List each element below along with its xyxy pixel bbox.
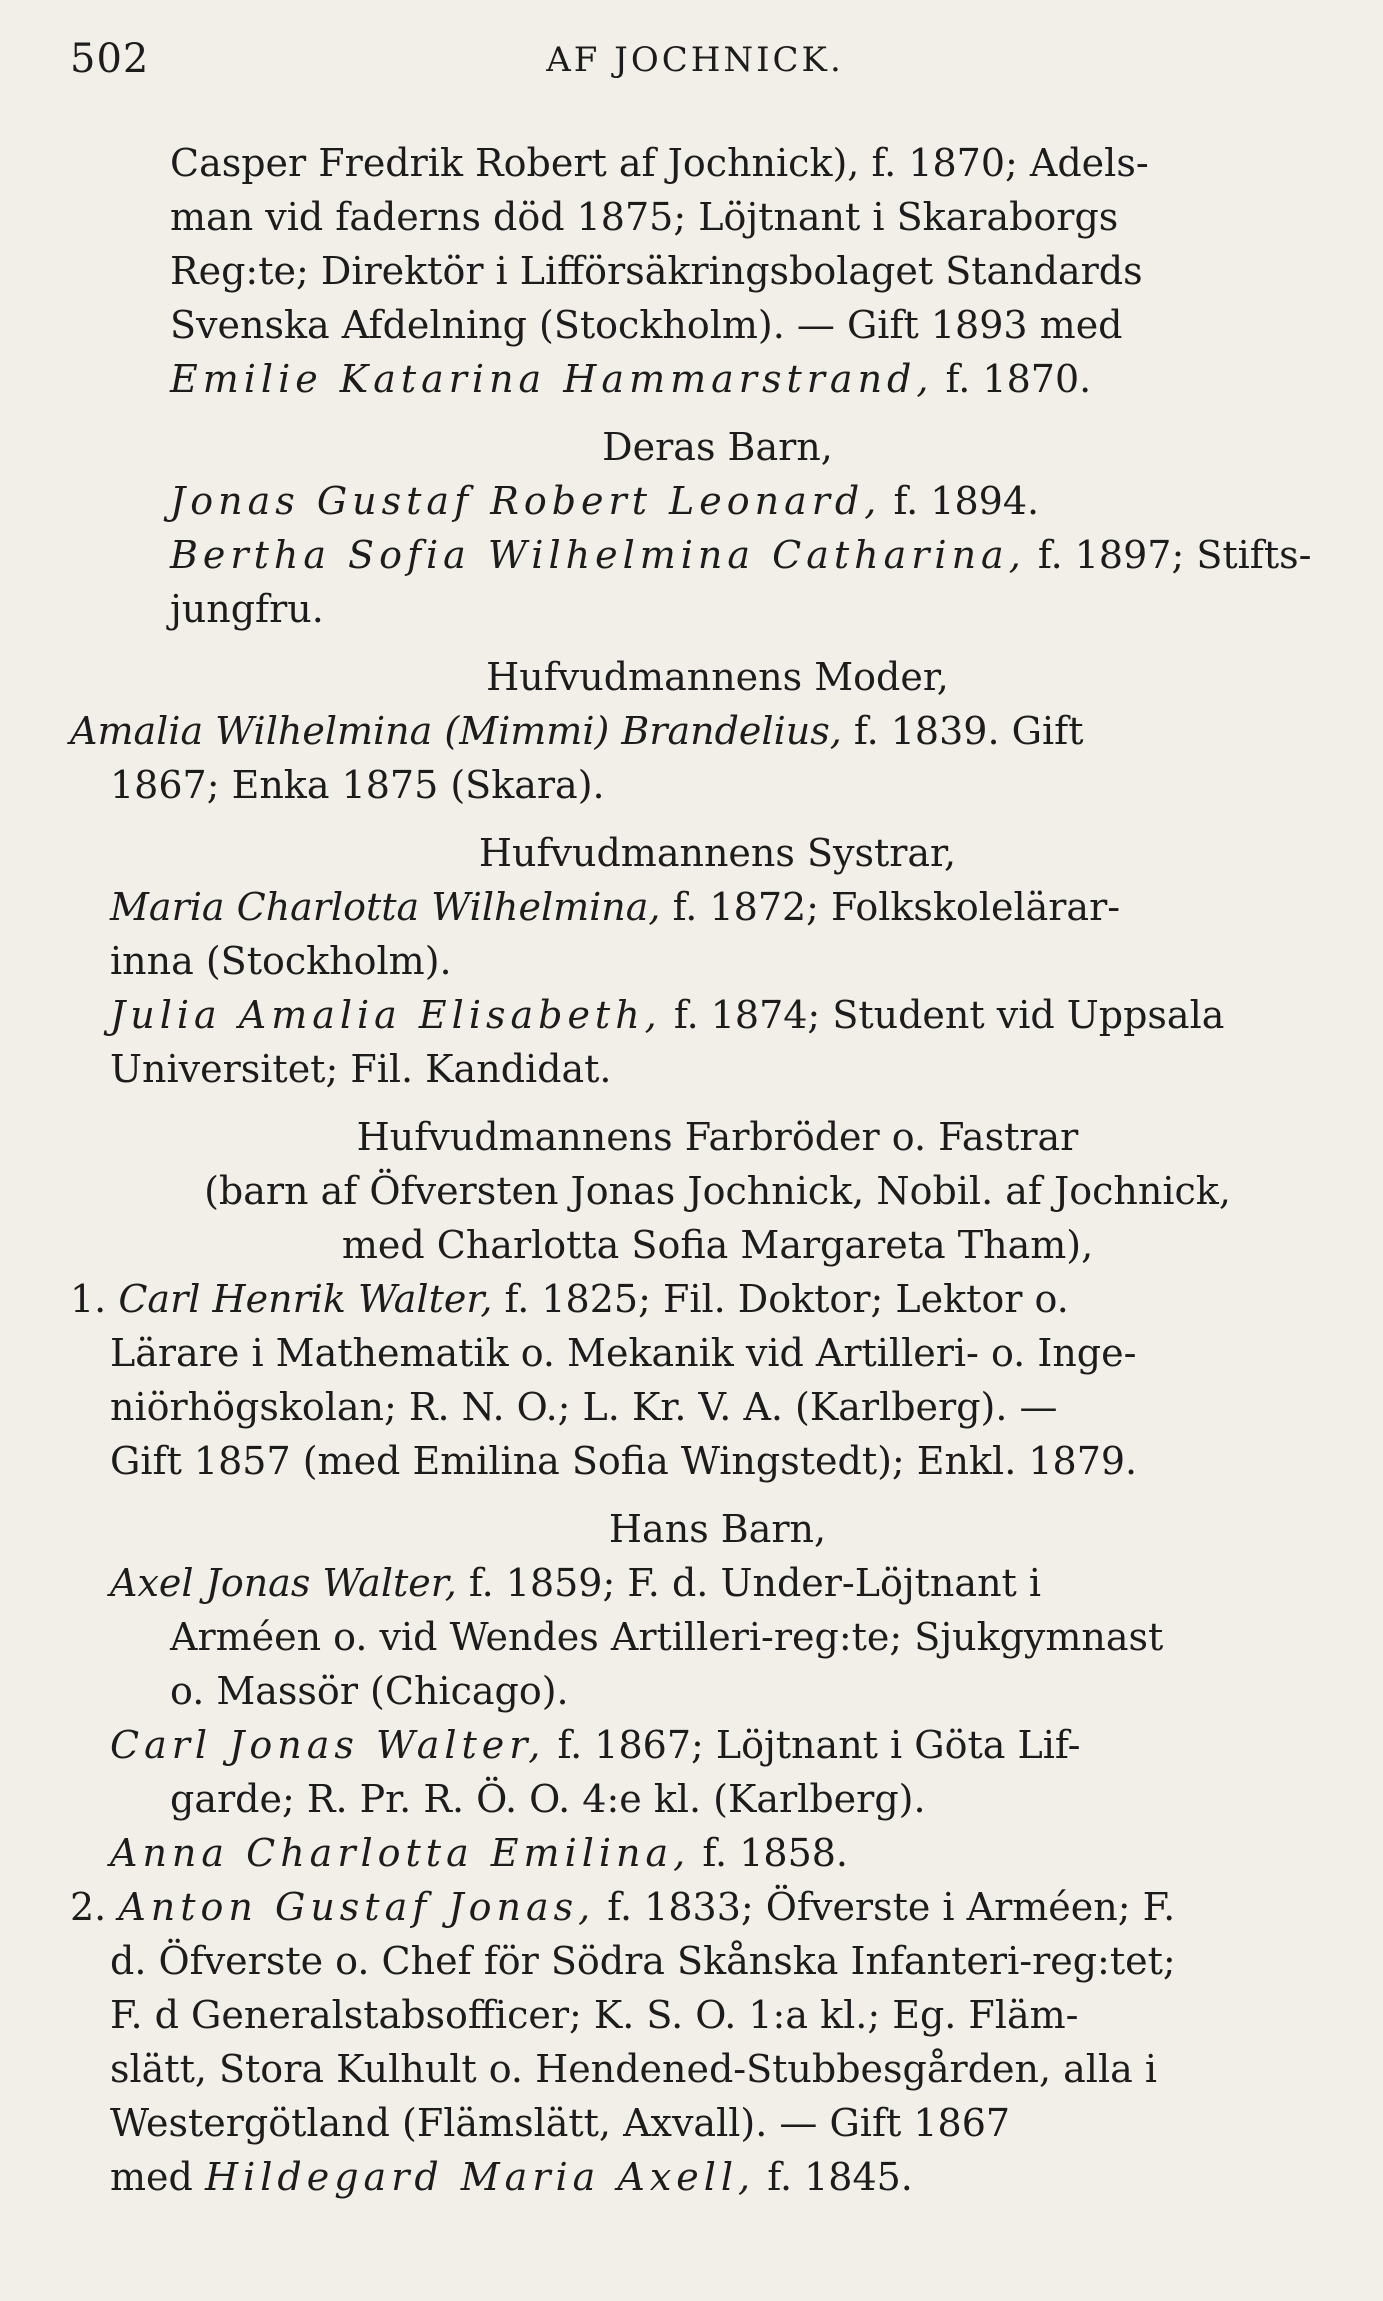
mother-line: 1867; Enka 1875 (Skara). (110, 763, 605, 807)
uncle-line (70, 1880, 1325, 1934)
uncle-name: Anton Gustaf Jonas, (118, 1885, 596, 1929)
child-line (110, 1556, 1325, 1610)
sister-dates: f. 1872; Folkskolelärar- (672, 885, 1121, 929)
mother-line (70, 704, 1325, 758)
uncle-line (70, 1272, 1325, 1326)
uncle-line: Lärare i Mathematik o. Mekanik vid Artilleri- o. Inge- (110, 1331, 1137, 1375)
mother-name: Amalia Wilhelmina (Mimmi) Brandelius, (70, 709, 842, 753)
page-number: 502 (70, 36, 150, 82)
section-heading: Hans Barn, (608, 1507, 827, 1551)
spouse-name: Emilie Katarina Hammarstrand, (170, 357, 934, 401)
spouse-dates: f. 1870. (945, 357, 1092, 401)
section-heading: Hufvudmannens Moder, (486, 655, 949, 699)
sister-name: Julia Amalia Elisabeth, (110, 993, 662, 1037)
child-name: Axel Jonas Walter, (110, 1561, 457, 1605)
uncle-dates: f. 1833; Öfverste i Arméen; F. (607, 1885, 1176, 1929)
entry-number: 2. (70, 1885, 107, 1929)
uncle-line: F. d Generalstabsofficer; K. S. O. 1:a kl.; Eg. Fläm- (110, 1993, 1079, 2037)
entry-number: 1. (70, 1277, 107, 1321)
running-head: AF JOCHNICK. (546, 40, 844, 80)
child-dates: f. 1897; Stifts- (1037, 533, 1312, 577)
child-line (110, 474, 1325, 528)
child-line: o. Massör (Chicago). (170, 1669, 569, 1713)
child-line (110, 1718, 1325, 1772)
uncle-line: slätt, Stora Kulhult o. Hendened-Stubbesgården, alla i (110, 2047, 1157, 2091)
child-name: Jonas Gustaf Robert Leonard, (170, 479, 882, 523)
child-name: Bertha Sofia Wilhelmina Catharina, (170, 533, 1026, 577)
entry-line (110, 352, 1325, 406)
uncle-text: med (110, 2155, 193, 2199)
child-line (110, 528, 1325, 582)
child-dates: f. 1894. (893, 479, 1040, 523)
child-line: garde; R. Pr. R. Ö. O. 4:e kl. (Karlberg). (170, 1777, 926, 1821)
sister-dates: f. 1874; Student vid Uppsala (673, 993, 1225, 1037)
section-subheading: med Charlotta Sofia Margareta Tham), (341, 1223, 1094, 1267)
uncle-dates: f. 1825; Fil. Doktor; Lektor o. (504, 1277, 1069, 1321)
child-dates: f. 1858. (702, 1831, 848, 1875)
child-dates: f. 1859; F. d. Under-Löjtnant i (468, 1561, 1042, 1605)
page-header (70, 36, 1320, 86)
sister-line: Universitet; Fil. Kandidat. (110, 1047, 612, 1091)
uncle-line: d. Öfverste o. Chef för Södra Skånska Infanteri-reg:tet; (110, 1939, 1176, 1983)
sister-line: inna (Stockholm). (110, 939, 452, 983)
uncle-line: Westergötland (Flämslätt, Axvall). — Gift 1867 (110, 2101, 1011, 2145)
uncle-line: Gift 1857 (med Emilina Sofia Wingstedt); Enkl. 1879. (110, 1439, 1138, 1483)
uncle-line: niörhögskolan; R. N. O.; L. Kr. V. A. (Karlberg). — (110, 1385, 1058, 1429)
uncle-line (110, 2150, 1325, 2204)
sister-line (110, 988, 1325, 1042)
section-heading: Deras Barn, (602, 425, 833, 469)
child-name: Carl Jonas Walter, (110, 1723, 546, 1767)
spouse-name: Hildegard Maria Axell, (204, 2155, 756, 2199)
mother-dates: f. 1839. Gift (853, 709, 1084, 753)
section-heading: Hufvudmannens Farbröder o. Fastrar (356, 1115, 1079, 1159)
section-subheading: (barn af Öfversten Jonas Jochnick, Nobil. af Jochnick, (204, 1169, 1231, 1213)
child-line (110, 1826, 1325, 1880)
sister-line (110, 880, 1325, 934)
child-name: Anna Charlotta Emilina, (110, 1831, 691, 1875)
page-body (70, 136, 1325, 2204)
uncle-name: Carl Henrik Walter, (118, 1277, 493, 1321)
child-line: jungfru. (170, 587, 324, 631)
entry-line: Svenska Afdelning (Stockholm). — Gift 1893 med (170, 303, 1123, 347)
section-heading: Hufvudmannens Systrar, (478, 831, 957, 875)
entry-line: Casper Fredrik Robert af Jochnick), f. 1870; Adels- (170, 141, 1149, 185)
child-line: Arméen o. vid Wendes Artilleri-reg:te; Sjukgymnast (170, 1615, 1164, 1659)
child-dates: f. 1867; Löjtnant i Göta Lif- (557, 1723, 1081, 1767)
entry-line: man vid faderns död 1875; Löjtnant i Skaraborgs (170, 195, 1119, 239)
sister-name: Maria Charlotta Wilhelmina, (110, 885, 661, 929)
entry-line: Reg:te; Direktör i Lifförsäkringsbolaget Standards (170, 249, 1143, 293)
spouse-dates: f. 1845. (767, 2155, 913, 2199)
